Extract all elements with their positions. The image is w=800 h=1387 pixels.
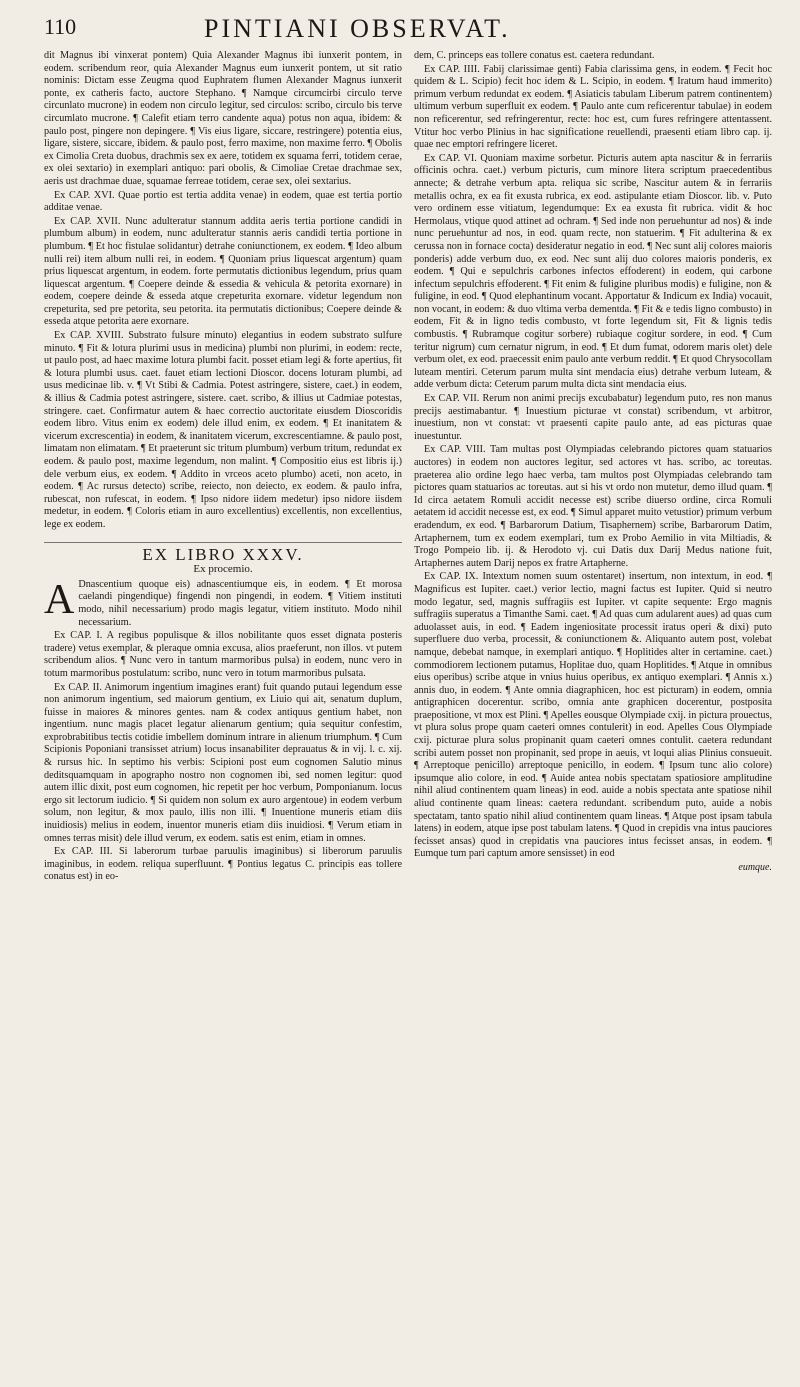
chapter-vii: Ex CAP. VII. Rerum non animi precijs excubabatur) legendum puto, res non manus precijs aestimabantur. ¶ Inuestium picturae vt constat) scribendum, vt arbitror, inuestium, non vt constat: vt praesenti capite paulo ante, ad eas picturas quae inuestuntur.	[414, 393, 772, 442]
chapter-iii: Ex CAP. III. Si laberorum turbae paruulis imaginibus) si liberorum paruulis imaginibus, in eodem. reliqua superfluunt. ¶ Pontius legatus C. principis eas tollere conatus est) in eo-	[44, 846, 402, 883]
right-column	[414, 50, 772, 1381]
catchword: eumque.	[738, 862, 772, 873]
chapter-iiii: Ex CAP. IIII. Fabij clarissimae genti) Fabia clarissima gens, in eodem. ¶ Fecit hoc quidem & L. Scipio) fecit hoc idem & L. Scipio, in eodem. ¶ Iratum haud immerito) primum verbum redundat ex eodem. ¶ Asiaticis tabulam Liberum patrem continentem) ultimum verbum superfluit ex eodem. ¶ Paulo ante cum reficerentur tabulae) in eodem non reficerentur, sed refringerentur, recte: hoc est, cum fures refringere attentassent. Vtitur hoc verbo Plinius in hac significatione reuellendi, praesenti etiam libro cap. ij. quae nec emptori refringere liceret.	[414, 63, 772, 151]
chapter-ii: Ex CAP. II. Animorum ingentium imagines erant) fuit quando putaui legendum esse non animorum ingentium, sed maiorum gentium, ex Liuio qui ait, senatum duplum, fuisse in maiores & minores gentes. nam & codex antiquus gentium habet, non ingentium. nunc magis placet legatur alienarum gentium; quia sequitur confestim, exprobrabitibus tectis cotidie imbellem dominum intrare in alienum triumphum. ¶ Cum Scipionis Poponiani transisset atrium) locus insanabiliter deprauatus & in vij. l. c. xij. & rursus hic. In septimo his verbis: Scipioni post eum cognomen Salutio minus deditsquamquam in apographo nostro non cognomen ibi, sed nomen legitur: quod autem illic dixit, post eum cognomen, hic repetit per hoc verbum, Pomponianum. locus ergo sit lectorum iudicio. ¶ Si quidem non solum ex auro argentoue) in eodem verbum solum, non legitur, & mox paulo, illis non illi. ¶ Inuentione muneris etiam diis inuidiosis) melius in eodem, inuentor muneris etiam diis inuidiosi. ¶ Verum etiam in omnes terras misit) dele illud verum, ex eodem. satis est enim, etiam in omnes.	[44, 681, 402, 844]
paragraph: dit Magnus ibi vinxerat pontem) Quia Alexander Magnus ibi iunxerit pontem, in eodem. scribendum reor, quia Alexander Magnus eum iunxerit pontem, ut sit ratio nominis: Dictam esse Zeugma quod Euphratem flumen Alexander Magnus iunxerit ponte, ex catheris facto, auctore Stephano. ¶ Namque circumcirbi circulo terve circunlato mucrone) in eodem non circulo legitur, sed circulos: scribo, circulo bis terve circumlato mucrone. ¶ Calefit etiam terro candente aqua) potus non aqua, ibidem: & paulo post, pingere non depingere. ¶ Vis eius ligare, siccare, restringere) potentia eius, ligare, sistere, siccare, ibidem. & paulo post, ferro maxime, non maxime ferro. ¶ Obolis ex Cimolia Creta duobus, drachmis sex ex aere, totidem ex squama ferri, totidem cerae, ex olei sextario) in exemplari antiquo: pari obolis, & Cimoliae Cretae drachmae sex, aeris ust drachmae duae, squamae ferreae totidem, cerae sex, olei sextarius.	[44, 50, 402, 187]
chapter-xvii: Ex CAP. XVII. Nunc adulteratur stannum addita aeris tertia portione candidi in plumbum album) in eodem, nunc adulteratur stannis aeris candidi tertia portione in plumbum. ¶ Et hoc fistulae solidantur) detrahe coniunctionem, ex eodem. ¶ Ideo album nulli rei) item album nulli rei, in eodem. ¶ Quoniam prius liquescat argentum) quam prius liquescat argentum, in eodem. forte permutatis dictionibus legendum, prius quam liquescat argentum. ¶ Coepere deinde & essedia & vehicula & petorita exornare) in eodem, coepere deinde & esseda atque crepeturita exornare. videtur legendum non crepeturita, sed pre petorita, seu petorita. ita permutatis dictionibus; Coepere deinde & esseda atque petorita aere exornare.	[44, 215, 402, 328]
section-title: EX LIBRO XXXV.	[44, 542, 402, 562]
page-header	[44, 14, 770, 44]
section-subtitle: Ex procemio.	[193, 563, 253, 576]
chapter-ix: Ex CAP. IX. Intextum nomen suum ostentaret) insertum, non intextum, in eod. ¶ Magnificus est Iupiter. caet.) verior lectio, magni factus est Iupiter. Quid si neutro modo legatur, sed, magnis suffragiis est Iupiter. vt capite sequente: Ergo magnis suffragiis superatus a Timanthe Sami. caet. ¶ Ad quas cum adularent aues) ad quas cum aduolasset auis, in eod. ¶ Eadem ingeniositate processit iratus operi & dixi) puto superfluere duo verba, processit, & coniunctionem &. Aliquanto autem post, volebat namque, debebat namque, in exemplari antiquo. ¶ Hoplitides alter in certamine. caet.) commodiorem lectionem putamus, Hoplitae duo, quam Hoplitides. ¶ Atque in omnibus eius operibus) scribe atque in vnius huius operibus, ex antiquo exemplari. ¶ Annis x.) annis duo, in eodem. ¶ Ante omnia diagraphicen, hoc est picturam) in eodem, omnia antigraphicen docerentur. scribo, omnia ante graphicen docerentur, postposita praepositione, vt mox est Plini. ¶ Apelles eousque Olympiade cxij. in pictura prouectus, vt plura solus prope quam caeteri omnes contulerit) in eod. Apelles Cous Olympiade cxij. picturae plura solus propinanit quam caeteri omnes contulit. caetera redundant scribi autem posset non propinanit, sed prope in aeuis, vt loqui alias Plinius consueuit. ¶ Arreptoque penicillo) arreptoque penicillo, in eodem. ¶ Ipsum tunc alio colore) ipsumque alio colore, in eod. ¶ Auide antea nobis spectatam spatiosiore amplitudine nihil aliud continentem quam lineas) in eod. auide a nobis spectata ante spatiose nihil aliud continente quam lineas: caetera redundant. scribendum puto, auide a nobis spectatam, tanto spatio nihil aliud continentem quam lineas. ¶ Atque post ipsam tabula latens) in eodem, atque ipse post tabulam latens. ¶ Quod in crepidis vna intus pauciores fecisset ansas) quod in crepidatis vna pauciores intus fecisset ansas, in eodem. ¶ Eumque tum pari captum amore sensisset) in eod	[414, 571, 772, 860]
drop-cap: A	[44, 576, 75, 623]
page-number: 110	[44, 14, 77, 39]
text-columns	[44, 50, 772, 1381]
chapter-i: Ex CAP. I. A regibus populisque & illos nobilitante quos esset dignata posteris tradere) vetus exemplar, & pleraque omnia excusa, alios praeferunt, non illos. vt putem scribendum alios. ¶ Nunc vero in tantum marmoribus pulsa) in eodem, nunc vero in totum marmoribus postulatum: scribo, nunc vero in totum marmoribus pulsata.	[44, 630, 402, 679]
chapter-xviii: Ex CAP. XVIII. Substrato fulsure minuto) elegantius in eodem substrato sulfure minuto. ¶ Fit & lotura plurimi usus in medicina) plumbi non plurimi, in eodem: recte, ut paulo post, ad haec maxime lotura plumbi facit. posset etiam legi & forte apertius, fit & lotura plumbi usus. caet. fauet etiam lectioni Dioscor. docens loturam plumbi, ad usus medicinae lib. v. ¶ Vt Stibi & Cadmia. Potest astringere, sistere, caet.) in eodem, & illius & Cadmia potest astringere, sistere. caet. scribo, & illius ut Cadmiae potestas, stringere. caet. Confirmatur autem & haec correctio auctoritate eiusdem Dioscoridis eodem libro. Vitus enim ex eodem) dele illud enim, ex eodem. ¶ Et inanitatem & vicerum excrescentia) in eodem, & inanitatem vicerum, excrescentiamne. & paulo post, limatam non elimatam. ¶ Et praeterunt sic tritum plumbum) verbum tritum, redundat ex eodem. & paulo post, maxime legendum, non malint. ¶ Compositio eius est libris ij.) dele verbum eius, ex eodem. ¶ Addito in vrceos aceto plumbo) aceti, non aceto, in eodem. ¶ Ac rursus detecto) scribe, reiecto, non deiecto, ex eodem. & paulo infra, rubescat, non rufescat, in eodem. ¶ Ipso nidore iidem medetur) ipso nidore iisdem medetur, in eodem. ¶ Coloris etiam in auro excellentius) excellentis, non excellentius, lege ex eodem.	[44, 330, 402, 530]
left-column	[44, 50, 402, 1381]
chapter-xvi: Ex CAP. XVI. Quae portio est tertia addita venae) in eodem, quae est tertia portio additae venae.	[44, 189, 402, 214]
chapter-viii: Ex CAP. VIII. Tam multas post Olympiadas celebrando pictores quam statuarios auctores) in eodem non auctores legitur, sed actores vt has. scribo, ac toreutas. praeterea alio ordine lego haec verba, tam multos post Olympiadas celebrando tam pictores quam statuarios ac toreutas. aut si his vt ordo non mutetur, demo illud quam. ¶ Id circa aetatem Romuli accidit necesse est) scribe diuerso ordine, circa Romuli aetatem id accidit necesse est, ex eod. ¶ Simul apparet muito vetustior) primum verbum eradendum, ex eod. ¶ Barbarorum Datium, Tisaphernem) scribe, Barbarorum Datim, Artaphernem, tum ex eodem exemplari, tum ex Probo Aemilio in vita Miltiadis, & Trogo Pompeio lib. ij. & Herodoto vj. cui Datis dux Darij Medus natione fuit, Artaphernes autem Darij nepos ex fratre Artapherne.	[414, 444, 772, 569]
continued-text: dem, C. princeps eas tollere conatus est. caetera redundant.	[414, 50, 655, 61]
chapter-vi: Ex CAP. VI. Quoniam maxime sorbetur. Picturis autem apta nascitur & in ferrariis officinis ochra. caet.) verbum picturis, cum minore litera scriptum praecedentibus annecte; & detrahe verbum apta. reliqua sic scribe, Nascitur autem & in ferrariis metallis ochra, ex ea fit exusta rubrica, ex eod. astipulante etiam Dioscor. lib. v. Puto vero ordinem esse vitiatum, legendumque: Ex ea exusta fit rubrica. vidit & hoc Hermolaus, vtique quod attinet ad ochram. ¶ Sed inde non peruehuntur ad nos) & inde nunc peruehuntur ad nos, in eod. quam recte, non statuerim. ¶ Fit adulterina & ex cerussa non in fornace cocta) desideratur negatio in eod. ¶ Nec sunt alij colores maioris ponderis) adde verbum duo, ex eod. Nec sunt alij duo colores maioris ponderis, ex eodem. ¶ Qui e sepulchris carbones infectos effoderent) in eodem, qui carbone infectum sepulchris effoderent. ¶ Fit enim & fuligine pluribus modis) e fuligine, non & fuligine, in eod. ¶ Quod elephantinum vocant. Apportatur & Indicum ex India) vocauit, non vocant, in eodem: & duo vltima verba dementda. ¶ Fit & e tedis ligno combusto) in eodem, Fit & in ligno tedis combusto, vt forte legendum sit, Fit & lignis tedis combustis. ¶ Rubramque cogitur sorbere) rubiaque cogitur sordere, in eod. ¶ Cum teritur nigrum) cum cernatur nigrum, in eod. ¶ Et dum fumat, odorem maris olet) dele verbum olet, ex eod. praecessit enim paulo ante verbum reddit. ¶ Et quod Chrysocollam luteam mentiri. Ceterum parum multa sint mendacia eius) detrahe verbum luteam, & adde verbum dicta: Ceterum parum multa dicta sint mendacia eius.	[414, 152, 772, 391]
proem-text: Dnascentium quoque eis) adnascentiumque eis, in eodem. ¶ Et morosa caelandi pingendique) fingendi non pingendi, in eodem. ¶ Vitiem instituti modo, nihil necessarium) prodo magis legatur, vitiem instituto. Modo nihil necessarium.	[78, 578, 402, 628]
running-head: PINTIANI OBSERVAT.	[204, 14, 511, 43]
proem-paragraph	[44, 576, 402, 629]
